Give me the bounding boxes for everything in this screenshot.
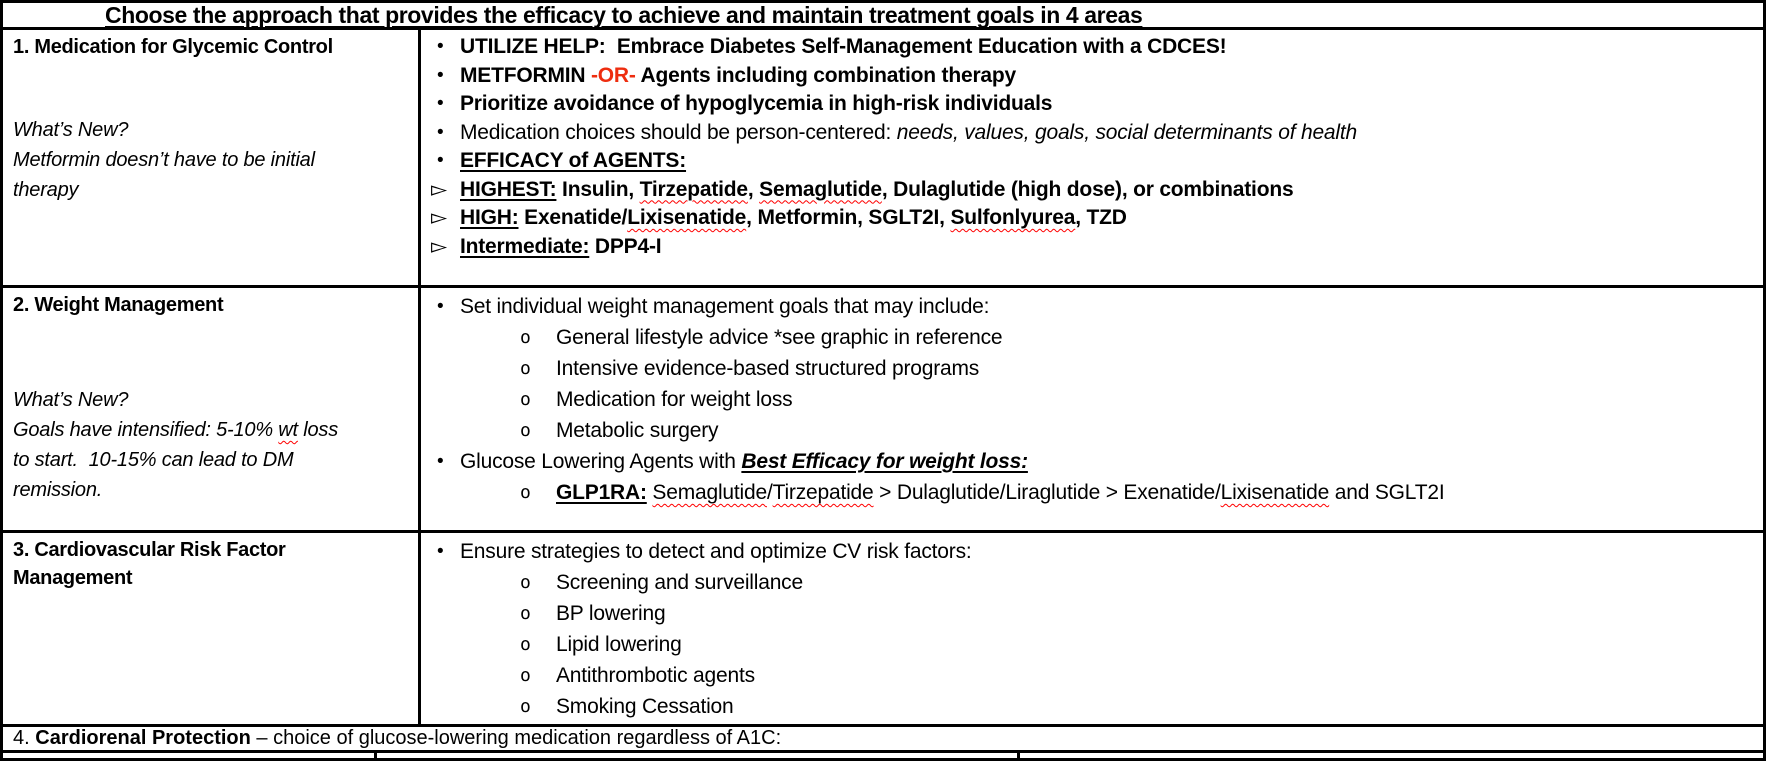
text-run: Ensure strategies to detect and optimize CV risk factors: (460, 540, 972, 563)
text-run: Set individual weight management goals that may include: (460, 295, 990, 318)
row-title: 1. Medication for Glycemic Control (13, 36, 333, 58)
whats-new-line (13, 415, 408, 445)
text-run: METFORMIN (460, 63, 591, 87)
text-run: to start. 10-15% can lead to DM (13, 449, 294, 471)
circle-bullet-icon: o (520, 696, 531, 717)
text-run: BP lowering (556, 602, 666, 625)
bullet-icon: • (437, 36, 444, 57)
list-item-text (556, 322, 1763, 353)
circle-bullet-icon: o (520, 327, 531, 348)
text-run: and SGLT2I (1329, 481, 1445, 504)
text-run: General lifestyle advice *see graphic in reference (556, 326, 1003, 349)
text-run: , TZD (1075, 206, 1127, 229)
list-item-text (460, 446, 1763, 477)
text-run: Screening and surveillance (556, 571, 803, 594)
text-run: Exenatide/ (518, 206, 628, 229)
text-run: Intensive evidence-based structured programs (556, 357, 980, 380)
text-run: EFFICACY of AGENTS: (460, 149, 687, 172)
arrow-bullet-icon: ▻ (431, 234, 448, 258)
text-run: – choice of glucose-lowering medication regardless of A1C: (250, 727, 782, 749)
list-item-text (460, 176, 1763, 205)
list-item (421, 33, 1763, 62)
text-run: Lipid lowering (556, 633, 682, 656)
list-item (421, 62, 1763, 91)
list-item-text (460, 536, 1763, 567)
row-2-left-cell (3, 288, 421, 530)
bullet-icon: • (437, 121, 444, 143)
list-item (421, 629, 1763, 660)
text-run: Intermediate: (460, 234, 590, 258)
list-item-text (556, 629, 1763, 660)
list-item (421, 415, 1763, 446)
list-item (421, 322, 1763, 353)
list-item-text (556, 384, 1763, 415)
text-run: DPP4-I (589, 234, 662, 258)
bullet-icon: • (437, 451, 444, 472)
list-item-text (460, 204, 1763, 233)
text-run: Cardiorenal Protection (35, 727, 251, 749)
list-item-text (556, 691, 1763, 722)
text-run: , Dulaglutide (high dose), or combinations (881, 177, 1294, 201)
row-title: 2. Weight Management (13, 294, 224, 316)
text-run: Tirzepatide (639, 177, 748, 201)
bullet-icon: • (437, 93, 444, 114)
row-3-right-cell (421, 533, 1763, 724)
whats-new-line (13, 115, 408, 145)
table-body (3, 30, 1763, 727)
list-item (421, 691, 1763, 722)
whats-new-line (13, 145, 408, 175)
bullet-icon: • (437, 150, 444, 171)
circle-bullet-icon: o (520, 420, 531, 441)
whats-new-line (13, 475, 408, 505)
text-run: Medication for weight loss (556, 388, 793, 411)
text-run: Insulin, (556, 177, 640, 201)
text-run: UTILIZE HELP: Embrace Diabetes Self-Management Education with a CDCES! (460, 35, 1227, 58)
text-run: therapy (13, 179, 79, 201)
footer-text (13, 727, 781, 750)
text-run: HIGH: (460, 206, 519, 229)
row-1-right-cell (421, 30, 1763, 285)
list-item (421, 477, 1763, 508)
bullet-icon: • (437, 296, 444, 317)
list-item-text (556, 353, 1763, 384)
text-run: , (747, 177, 760, 201)
partial-next-row (3, 753, 1763, 758)
text-run: Metabolic surgery (556, 419, 719, 442)
list-item (421, 90, 1763, 119)
bullet-icon: • (437, 64, 444, 86)
table-title: Choose the approach that provides the efficacy to achieve and maintain treatment goals in 4 areas (105, 3, 1143, 28)
whats-new-line (13, 445, 408, 475)
list-item-text (460, 33, 1763, 62)
row-title: 3. Cardiovascular Risk Factor Management (13, 539, 286, 589)
text-run: HIGHEST: (460, 177, 557, 201)
row-3-left-cell (3, 533, 421, 724)
text-run: Lixisenatide (627, 206, 747, 229)
text-run: / (766, 481, 773, 504)
text-run: Agents including combination therapy (635, 63, 1017, 87)
list-item-text (556, 567, 1763, 598)
arrow-bullet-icon: ▻ (431, 177, 448, 201)
table-header-row (3, 3, 1763, 30)
text-run: Semaglutide (759, 177, 882, 201)
list-item (421, 536, 1763, 567)
text-run: -OR- (590, 63, 636, 87)
table-row-1 (3, 30, 1763, 288)
text-run: loss (297, 419, 339, 441)
circle-bullet-icon: o (520, 572, 531, 593)
partial-cell-1 (3, 753, 377, 758)
whats-new-block (13, 385, 408, 505)
list-item (421, 204, 1763, 233)
list-item (421, 291, 1763, 322)
circle-bullet-icon: o (520, 358, 531, 379)
text-run: Antithrombotic agents (556, 664, 755, 687)
text-run: What’s New? (13, 389, 129, 411)
partial-cell-2 (377, 753, 1020, 758)
list-item-text (460, 233, 1763, 262)
text-run: , Metformin, SGLT2I, (746, 206, 951, 229)
table-row-3 (3, 533, 1763, 727)
circle-bullet-icon: o (520, 634, 531, 655)
text-run: What’s New? (13, 119, 129, 141)
text-run: Tirzepatide (772, 481, 874, 504)
text-run: 4. (13, 727, 36, 749)
list-item-text (460, 291, 1763, 322)
bullet-icon: • (437, 541, 444, 562)
row-1-left-cell (3, 30, 421, 285)
list-item (421, 598, 1763, 629)
list-item-text (460, 90, 1763, 119)
whats-new-line (13, 385, 408, 415)
circle-bullet-icon: o (520, 603, 531, 624)
circle-bullet-icon: o (520, 482, 531, 503)
text-run: Best Efficacy for weight loss: (741, 450, 1028, 473)
text-run: Medication choices should be person-centered: (460, 120, 897, 144)
text-run: wt (278, 419, 298, 441)
list-item-text (556, 415, 1763, 446)
list-item-text (460, 62, 1763, 91)
table-row-2 (3, 288, 1763, 533)
text-run: Goals have intensified: 5-10% (13, 419, 279, 441)
partial-cell-3 (1020, 753, 1763, 758)
text-run: Smoking Cessation (556, 695, 734, 718)
list-item-text (460, 119, 1763, 148)
text-run: > Dulaglutide/Liraglutide > Exenatide/ (873, 481, 1221, 504)
text-run: Prioritize avoidance of hypoglycemia in high-risk individuals (460, 92, 1053, 115)
list-item (421, 233, 1763, 262)
list-item (421, 384, 1763, 415)
text-run: needs, values, goals, social determinants of health (896, 120, 1357, 144)
list-item-text (556, 477, 1763, 508)
list-item (421, 567, 1763, 598)
text-run: remission. (13, 479, 103, 501)
text-run: Sulfonlyurea (950, 206, 1076, 229)
whats-new-block (13, 115, 408, 205)
list-item-text (460, 147, 1763, 176)
text-run: GLP1RA: (556, 481, 647, 504)
circle-bullet-icon: o (520, 389, 531, 410)
list-item-text (556, 660, 1763, 691)
text-run: Glucose Lowering Agents with (460, 450, 742, 473)
text-run: Metformin doesn’t have to be initial (13, 149, 315, 171)
text-run: Semaglutide (652, 481, 767, 504)
list-item (421, 446, 1763, 477)
list-item (421, 176, 1763, 205)
text-run: Lixisenatide (1220, 481, 1330, 504)
arrow-bullet-icon: ▻ (431, 206, 448, 229)
list-item (421, 353, 1763, 384)
list-item (421, 660, 1763, 691)
circle-bullet-icon: o (520, 665, 531, 686)
row-2-right-cell (421, 288, 1763, 530)
list-item (421, 119, 1763, 148)
list-item (421, 147, 1763, 176)
list-item-text (556, 598, 1763, 629)
footer-row-cardiorenal (3, 727, 1763, 753)
whats-new-line (13, 175, 408, 205)
